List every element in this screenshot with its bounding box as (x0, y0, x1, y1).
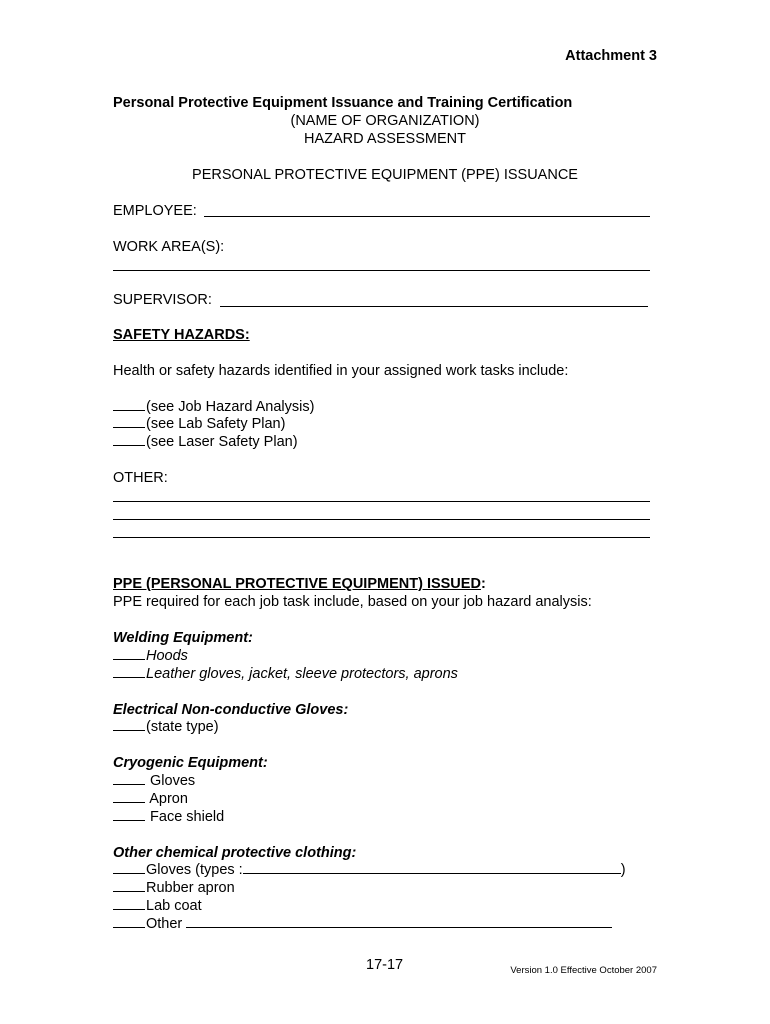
checkbox-blank[interactable] (113, 665, 145, 678)
hazard-item-label: (see Job Hazard Analysis) (146, 399, 315, 415)
checkbox-blank[interactable] (113, 772, 145, 785)
welding-item-label: Hoods (146, 648, 188, 664)
electrical-item (113, 718, 219, 736)
hazard-item (113, 415, 285, 433)
cryogenic-item (113, 772, 195, 790)
cryogenic-item (113, 790, 188, 808)
supervisor-label: SUPERVISOR: (113, 292, 212, 308)
electrical-gloves-heading: Electrical Non-conductive Gloves: (113, 702, 349, 718)
glove-types-field[interactable] (243, 861, 621, 874)
page-number: 17-17 (366, 957, 404, 973)
welding-item-label: Leather gloves, jacket, sleeve protectors, aprons (146, 666, 458, 682)
cryogenic-item (113, 808, 224, 826)
checkbox-blank[interactable] (113, 718, 145, 731)
ppe-intro: PPE required for each job task include, based on your job hazard analysis: (113, 594, 592, 610)
chemical-item (113, 897, 202, 915)
chemical-other-label: Other (146, 916, 183, 932)
work-area-field[interactable] (113, 270, 650, 271)
checkbox-blank[interactable] (113, 398, 145, 411)
cryogenic-item-label: Face shield (146, 809, 225, 825)
other-hazards-line-1[interactable] (113, 501, 650, 502)
ppe-issued-heading (113, 575, 486, 593)
chemical-item (113, 879, 235, 897)
checkbox-blank[interactable] (113, 433, 145, 446)
other-hazards-line-3[interactable] (113, 537, 650, 538)
document-title: Personal Protective Equipment Issuance and Training Certification (113, 95, 573, 111)
chemical-gloves-item (113, 861, 626, 879)
hazard-item (113, 433, 298, 451)
employee-field[interactable] (204, 216, 650, 217)
checkbox-blank[interactable] (113, 915, 145, 928)
work-area-label: WORK AREA(S): (113, 239, 225, 255)
hazard-item-label: (see Laser Safety Plan) (146, 434, 298, 450)
chemical-item-label: Lab coat (146, 898, 202, 914)
welding-item (113, 665, 458, 683)
organization-name: (NAME OF ORGANIZATION) (290, 113, 480, 129)
chemical-other-item (113, 915, 612, 933)
checkbox-blank[interactable] (113, 808, 145, 821)
hazard-item-label: (see Lab Safety Plan) (146, 416, 286, 432)
other-hazards-line-2[interactable] (113, 519, 650, 520)
welding-item (113, 647, 188, 665)
checkbox-blank[interactable] (113, 897, 145, 910)
checkbox-blank[interactable] (113, 790, 145, 803)
cryogenic-item-label: Apron (146, 791, 188, 807)
attachment-label: Attachment 3 (565, 48, 657, 64)
checkbox-blank[interactable] (113, 647, 145, 660)
other-clothing-field[interactable] (186, 915, 612, 928)
checkbox-blank[interactable] (113, 861, 145, 874)
ppe-issued-heading-colon: : (480, 576, 486, 592)
safety-hazards-heading: SAFETY HAZARDS: (113, 327, 250, 343)
section-title: PERSONAL PROTECTIVE EQUIPMENT (PPE) ISSUANCE (192, 167, 578, 183)
cryogenic-item-label: Gloves (146, 773, 196, 789)
version-note: Version 1.0 Effective October 2007 (510, 965, 657, 976)
chemical-item-label: Rubber apron (146, 880, 235, 896)
electrical-item-label: (state type) (146, 719, 219, 735)
hazard-assessment-title: HAZARD ASSESSMENT (304, 131, 466, 147)
employee-label: EMPLOYEE: (113, 203, 197, 219)
hazard-item (113, 398, 314, 416)
chemical-gloves-label: Gloves (types : (146, 862, 243, 878)
checkbox-blank[interactable] (113, 879, 145, 892)
welding-heading: Welding Equipment: (113, 630, 253, 646)
supervisor-field[interactable] (220, 306, 648, 307)
chemical-gloves-close: ) (620, 862, 626, 878)
cryogenic-heading: Cryogenic Equipment: (113, 755, 268, 771)
other-hazards-label: OTHER: (113, 470, 168, 486)
checkbox-blank[interactable] (113, 415, 145, 428)
ppe-issued-heading-text: PPE (PERSONAL PROTECTIVE EQUIPMENT) ISSUED (113, 576, 481, 592)
chemical-clothing-heading: Other chemical protective clothing: (113, 845, 357, 861)
hazards-intro: Health or safety hazards identified in your assigned work tasks include: (113, 363, 569, 379)
